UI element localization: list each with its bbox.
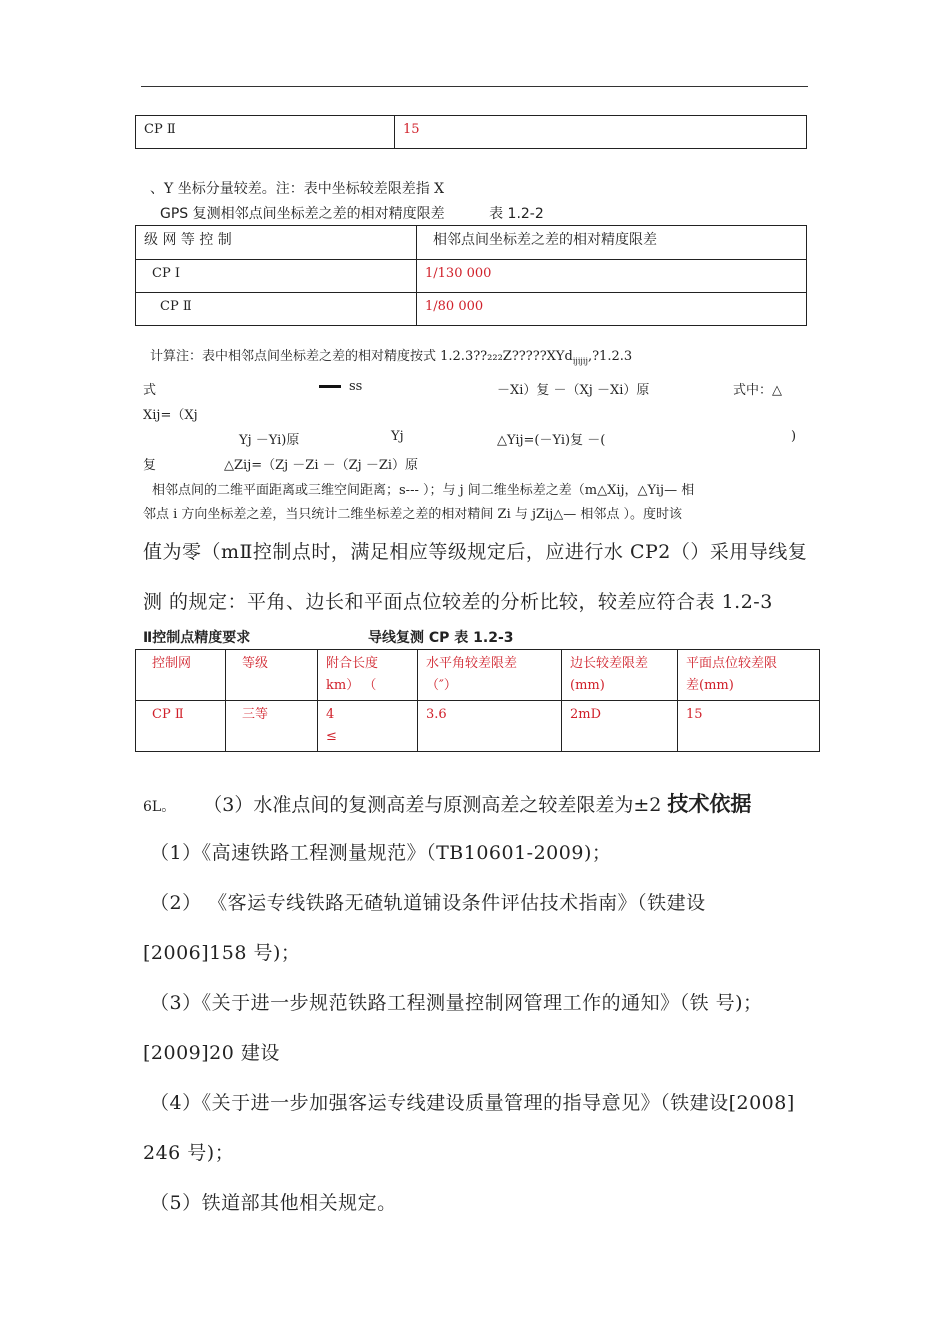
formula-line-2a: 式 bbox=[143, 383, 157, 398]
table-header-cell: 等级 bbox=[226, 650, 318, 701]
table-cell: 1/80 000 bbox=[417, 293, 807, 326]
table-caption-1-2-3-right: 导线复测 CP 表 1.2-3 bbox=[368, 630, 514, 646]
table-header-cell: 相邻点间坐标差之差的相对精度限差 bbox=[417, 226, 807, 260]
table-row bbox=[136, 293, 807, 326]
formula-line-6: 相邻点间的二维平面距离或三维空间距离；s--- ）；与 j 间二维坐标差之差（m△Xij，△Yij— 相 bbox=[152, 483, 695, 498]
formula-line-1 bbox=[150, 345, 632, 366]
reference-item: （3）《关于进一步规范铁路工程测量控制网管理工作的通知》（铁 号)； bbox=[150, 992, 763, 1014]
caption-label: 表 1.2-2 bbox=[489, 206, 544, 222]
note-line: 、Y 坐标分量较差。注：表中坐标较差限差指 X bbox=[150, 181, 445, 197]
table-header-row bbox=[136, 650, 820, 701]
table-cell: CP Ⅰ bbox=[136, 260, 417, 293]
formula-line-5a: 复 bbox=[143, 458, 157, 473]
section-text: （3）水准点间的复测高差与原测高差之较差限差为±2 bbox=[203, 794, 668, 816]
reference-item: （1）《高速铁路工程测量规范》（TB10601-2009)； bbox=[150, 842, 612, 864]
table-header-row bbox=[136, 226, 807, 260]
section-line bbox=[143, 788, 751, 818]
table-1-2-2 bbox=[135, 225, 807, 326]
table-cell: 2mD bbox=[562, 701, 678, 752]
section-prefix: 6L。 bbox=[143, 799, 176, 815]
formula-ss: ss bbox=[349, 379, 363, 394]
formula-line-4b: Yj bbox=[391, 429, 404, 444]
paragraph-line-1: 值为零（mⅡ控制点时，满足相应等级规定后，应进行水 CP2（）采用导线复 bbox=[143, 541, 808, 563]
formula-line-3: Xij=（Xj bbox=[143, 408, 198, 423]
table-cell: 3.6 bbox=[418, 701, 562, 752]
formula-line-2d: 式中：△ bbox=[733, 383, 782, 398]
reference-item: 246 号)； bbox=[143, 1142, 235, 1164]
table-header-cell: 控制网 bbox=[136, 650, 226, 701]
formula-text: 计算注：表中相邻点间坐标差之差的相对精度按式 1.2.3??₂₂₂Z?????XYd bbox=[150, 349, 573, 364]
reference-item: （5）铁道部其他相关规定。 bbox=[150, 1192, 397, 1214]
table-row bbox=[136, 116, 807, 149]
table-cell: 1/130 000 bbox=[417, 260, 807, 293]
table-cp2-top bbox=[135, 115, 807, 149]
table-header-cell: 边长较差限差 (mm) bbox=[562, 650, 678, 701]
caption-title: GPS 复测相邻点间坐标差之差的相对精度限差 bbox=[160, 206, 445, 222]
table-header-cell: 级 网 等 控 制 bbox=[136, 226, 417, 260]
header-rule bbox=[141, 86, 808, 87]
table-caption-1-2-3-left: Ⅱ控制点精度要求 bbox=[143, 630, 251, 646]
table-1-2-3 bbox=[135, 649, 820, 752]
formula-line-2c: －Xi）复 －（Xj －Xi）原 bbox=[497, 383, 650, 398]
formula-text-end: ,?1.2.3 bbox=[587, 349, 633, 364]
reference-item: （4）《关于进一步加强客运专线建设质量管理的指导意见》（铁建设[2008] bbox=[150, 1092, 795, 1114]
formula-line-5b: △Zij=（Zj －Zi －（Zj －Zi）原 bbox=[224, 458, 419, 473]
formula-line-4c: △Yij=(－Yi)复 －( bbox=[497, 433, 606, 448]
reference-item: [2009]20 建设 bbox=[143, 1042, 280, 1064]
table-cell: 4 ≤ bbox=[318, 701, 418, 752]
table-header-cell: 平面点位较差限 差(mm) bbox=[678, 650, 820, 701]
table-header-cell: 水平角较差限差 （″） bbox=[418, 650, 562, 701]
formula-line-4d: ) bbox=[791, 429, 797, 444]
table-caption-1-2-2 bbox=[160, 203, 544, 223]
table-cell: 15 bbox=[395, 116, 807, 149]
formula-line-7: 邻点 i 方向坐标差之差，当只统计二维坐标差之差的相对精间 Zi 与 jZij△— 相邻点 ）。度时该 bbox=[143, 507, 683, 522]
table-cell: 三等 bbox=[226, 701, 318, 752]
fraction-bar-icon bbox=[319, 385, 341, 388]
formula-line-4a: Yj －Yi)原 bbox=[239, 433, 300, 448]
formula-subscript: ijijij bbox=[572, 356, 588, 366]
table-cell: CP Ⅱ bbox=[136, 116, 395, 149]
table-cell: CP Ⅱ bbox=[136, 701, 226, 752]
paragraph-line-2: 测 的规定：平角、边长和平面点位较差的分析比较，较差应符合表 1.2-3 bbox=[143, 591, 773, 613]
table-header-cell: 附合长度 km） （ bbox=[318, 650, 418, 701]
reference-item: [2006]158 号)； bbox=[143, 942, 301, 964]
table-row bbox=[136, 260, 807, 293]
reference-item: （2） 《客运专线铁路无碴轨道铺设条件评估技术指南》（铁建设 bbox=[150, 892, 706, 914]
table-row bbox=[136, 701, 820, 752]
table-cell: CP Ⅱ bbox=[136, 293, 417, 326]
formula-line-2b bbox=[319, 379, 362, 394]
section-heading: 技术依据 bbox=[667, 792, 752, 816]
table-cell: 15 bbox=[678, 701, 820, 752]
